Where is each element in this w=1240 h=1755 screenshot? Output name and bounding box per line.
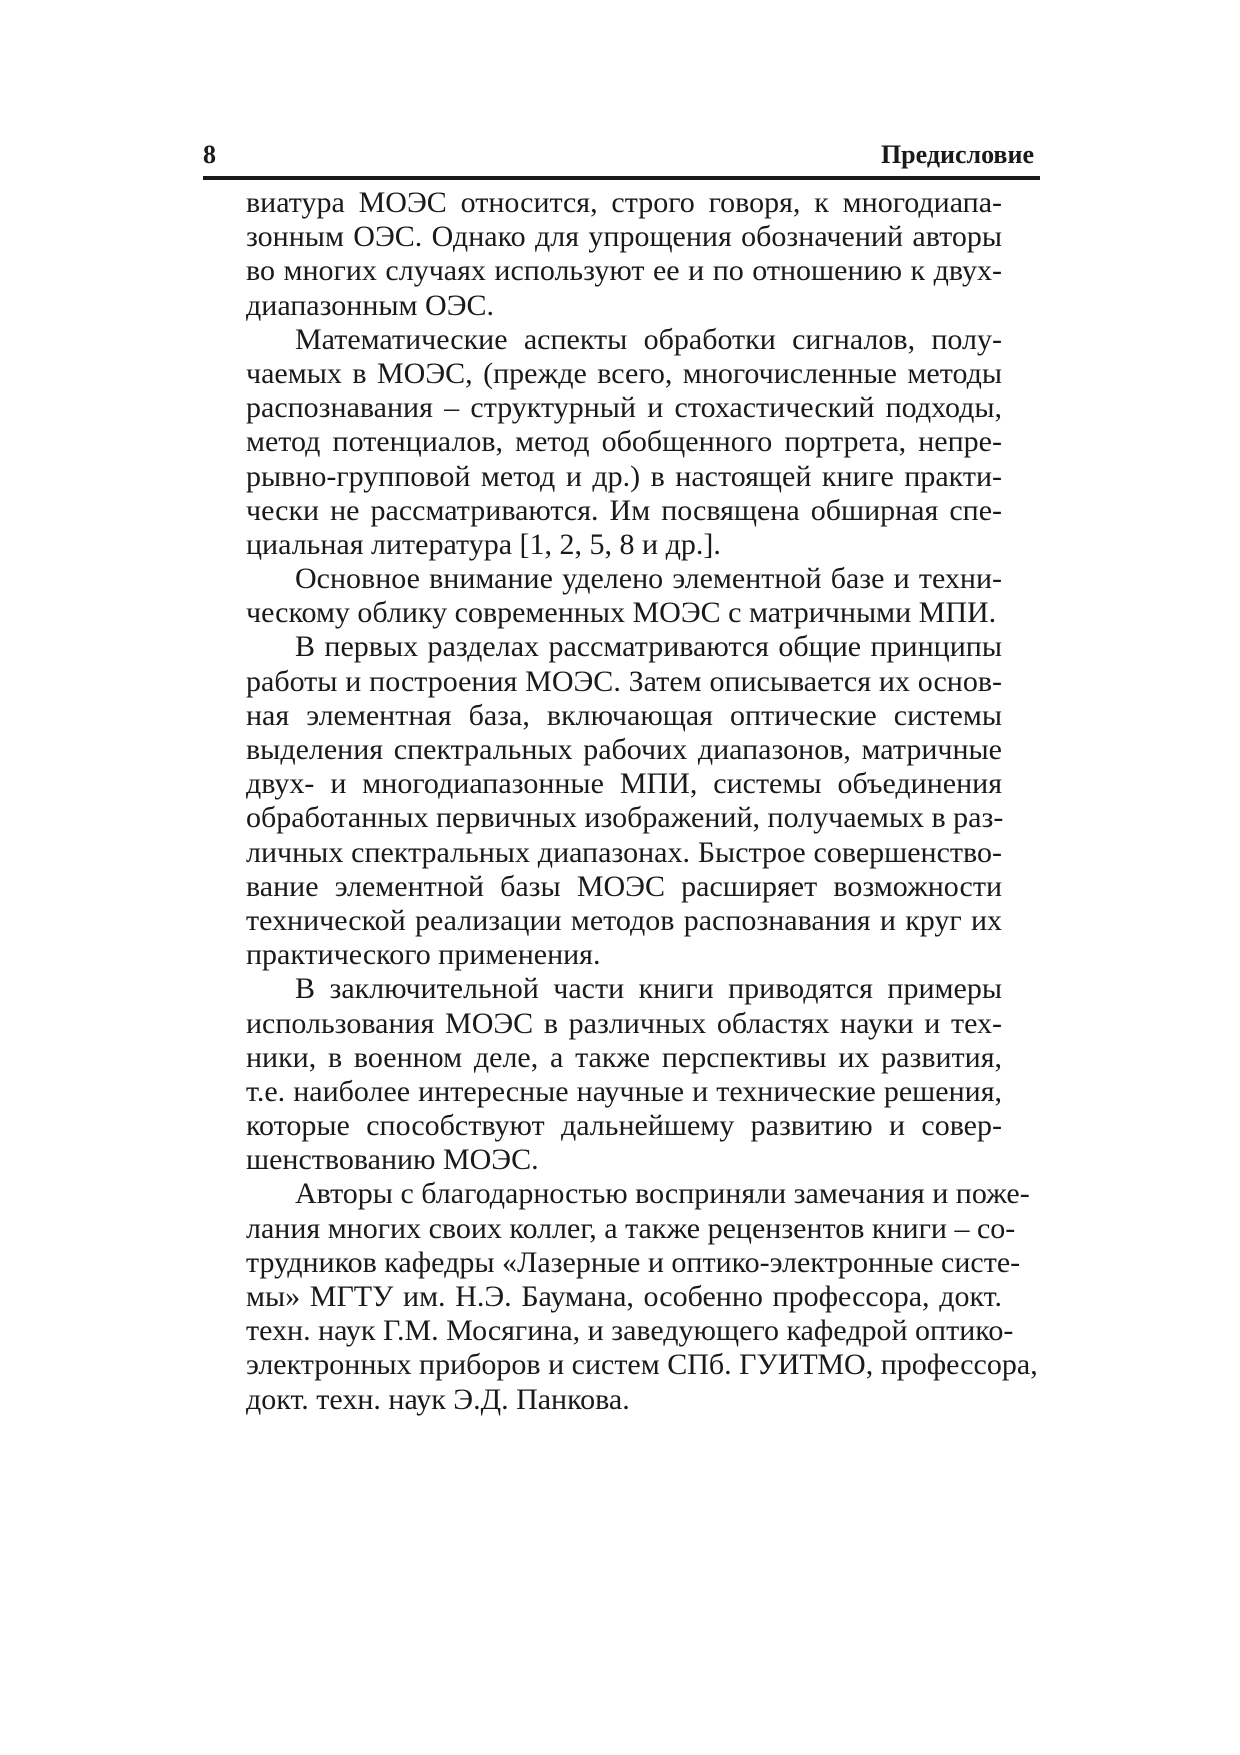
- paragraph-3: [246, 562, 1002, 630]
- paragraph-1: [246, 186, 1002, 323]
- text-line: виатура МОЭС относится, строго говоря, к многодиапа-: [246, 186, 1002, 219]
- body-text: [246, 186, 1038, 1417]
- text-line: распознавания – структурный и стохастический подходы,: [246, 391, 1002, 425]
- text-line: вание элементной базы МОЭС расширяет возможности: [246, 869, 1002, 903]
- text-line: докт. техн. наук Э.Д. Панкова.: [246, 1382, 630, 1416]
- text-line: во многих случаях используют ее и по отношению к двух-: [246, 254, 1002, 288]
- paragraph-2: [246, 323, 1002, 562]
- text-line: ческому облику современных МОЭС с матричными МПИ.: [246, 596, 997, 630]
- text-line: зонным ОЭС. Однако для упрощения обозначений авторы: [246, 220, 1002, 254]
- text-line: В первых разделах рассматриваются общие принципы: [295, 630, 1002, 664]
- text-line: электронных приборов и систем СПб. ГУИТМО, профессора,: [246, 1348, 1038, 1382]
- page-number: 8: [203, 140, 216, 169]
- text-line: работы и построения МОЭС. Затем описывается их основ-: [246, 664, 1002, 698]
- page-header: [203, 140, 1040, 180]
- text-line: метод потенциалов, метод обобщенного портрета, непре-: [246, 425, 1002, 459]
- text-line: диапазонным ОЭС.: [246, 288, 495, 322]
- paragraph-5: [246, 972, 1002, 1177]
- text-line: чески не рассматриваются. Им посвящена обширная спе-: [246, 493, 1002, 527]
- text-line: которые способствуют дальнейшему развитию и совер-: [246, 1109, 1002, 1143]
- text-line: использования МОЭС в различных областях науки и тех-: [246, 1006, 1002, 1040]
- text-line: ники, в военном деле, а также перспективы их развития,: [246, 1040, 1002, 1074]
- text-line: шенствованию МОЭС.: [246, 1143, 539, 1177]
- text-line: Авторы с благодарностью восприняли замечания и поже-: [295, 1177, 1030, 1211]
- running-title: Предисловие: [880, 140, 1034, 169]
- text-line: ная элементная база, включающая оптические системы: [246, 698, 1002, 732]
- text-line: рывно-групповой метод и др.) в настоящей книге практи-: [246, 459, 1002, 493]
- text-line: Математические аспекты обработки сигналов, полу-: [295, 322, 1002, 356]
- paragraph-6: [246, 1177, 1038, 1416]
- text-line: выделения спектральных рабочих диапазонов, матричные: [246, 733, 1002, 766]
- text-line: трудников кафедры «Лазерные и оптико-электронные систе-: [246, 1245, 1021, 1279]
- text-line: чаемых в МОЭС, (прежде всего, многочисленные методы: [246, 356, 1002, 390]
- text-line: В заключительной части книги приводятся примеры: [295, 972, 1002, 1006]
- text-line: обработанных первичных изображений, получаемых в раз-: [246, 801, 1004, 835]
- paragraph-4: [246, 630, 1002, 972]
- text-line: двух- и многодиапазонные МПИ, системы объединения: [246, 767, 1002, 801]
- text-line: технической реализации методов распознавания и круг их: [246, 903, 1002, 937]
- text-line: т.е. наиболее интересные научные и технические решения,: [246, 1074, 1002, 1108]
- text-line: личных спектральных диапазонах. Быстрое совершенство-: [246, 835, 1002, 869]
- text-line: практического применения.: [246, 938, 601, 972]
- text-line: циальная литература [1, 2, 5, 8 и др.].: [246, 527, 721, 561]
- text-line: Основное внимание уделено элементной базе и техни-: [295, 562, 1002, 596]
- text-line: техн. наук Г.М. Мосягина, и заведующего кафедрой оптико-: [246, 1314, 1014, 1348]
- text-line: лания многих своих коллег, а также рецензентов книги – со-: [246, 1211, 1016, 1245]
- text-line: мы» МГТУ им. Н.Э. Баумана, особенно профессора, докт.: [246, 1280, 1002, 1313]
